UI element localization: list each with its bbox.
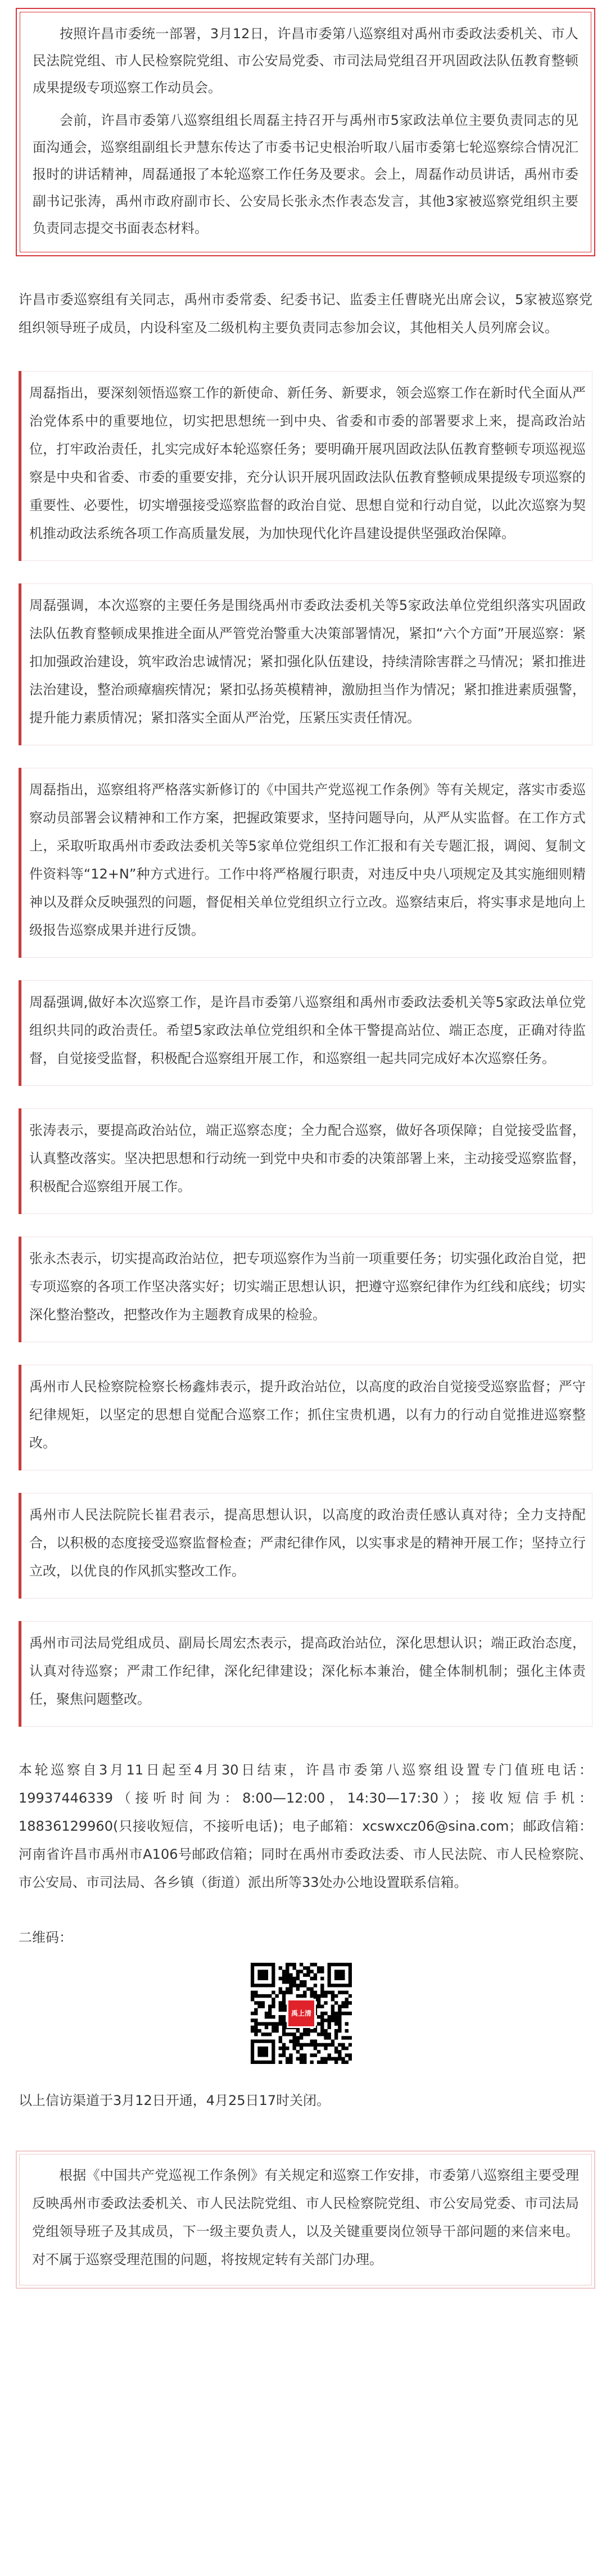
quote-block bbox=[19, 1493, 592, 1599]
quote-block bbox=[19, 1365, 592, 1470]
attendees-paragraph: 许昌市委巡察组有关同志，禹州市委常委、纪委书记、监委主任曹晓光出席会议，5家被巡察党组织领导班子成员，内设科室及二级机构主要负责同志参加会议，其他相关人员列席会议。 bbox=[19, 292, 592, 336]
quote-text: 张涛表示，要提高政治站位，端正巡察态度；全力配合巡察，做好各项保障；自觉接受监督，认真整改落实。坚决把思想和行动统一到党中央和市委的决策部署上来，主动接受巡察监督，积极配合巡察组开展工作。 bbox=[29, 1122, 586, 1194]
qr-label: 二维码： bbox=[19, 1930, 73, 1945]
quote-block bbox=[19, 768, 592, 958]
notice-frame bbox=[16, 2151, 595, 2289]
quote-block bbox=[19, 980, 592, 1086]
quote-text: 禹州市人民法院院长崔君表示，提高思想认识，以高度的政治责任感认真对待；全力支持配合，以积极的态度接受巡察监督检查；严肃纪律作风，以实事求是的精神开展工作；坚持立行立改，以优良的作风抓实整改工作。 bbox=[29, 1507, 586, 1579]
quote-text: 禹州市人民检察院检察长杨鑫炜表示，提升政治站位，以高度的政治自觉接受巡察监督；严守纪律规矩，以坚定的思想自觉配合巡察工作；抓住宝贵机遇，以有力的行动自觉推进巡察整改。 bbox=[29, 1379, 586, 1451]
quote-text: 周磊强调,做好本次巡察工作，是许昌市委第八巡察组和禹州市委政法委机关等5家政法单位党组织共同的政治责任。希望5家政法单位党组织和全体干警提高站位、端正态度，正确对待监督，自觉接受监督，积极配合巡察组开展工作，和巡察组一起共同完成好本次巡察任务。 bbox=[29, 994, 586, 1066]
quote-block bbox=[19, 1621, 592, 1727]
intro-paragraph-1: 按照许昌市委统一部署，3月12日，许昌市委第八巡察组对禹州市委政法委机关、市人民法院党组、市人民检察院党组、市公安局党委、市司法局党组召开巩固政法队伍教育整顿成果提级专项巡察工作动员会。 bbox=[33, 26, 578, 96]
quote-block bbox=[19, 583, 592, 745]
notice-frame-inner bbox=[19, 2154, 592, 2285]
intro-frame bbox=[16, 8, 595, 256]
quote-text: 禹州市司法局党组成员、副局长周宏杰表示，提高政治站位，深化思想认识；端正政治态度，认真对待巡察；严肃工作纪律，深化纪律建设；深化标本兼治，健全体制机制；强化主体责任，聚焦问题整改。 bbox=[29, 1635, 586, 1707]
intro-paragraph-2: 会前，许昌市委第八巡察组组长周磊主持召开与禹州市5家政法单位主要负责同志的见面沟通会，巡察组副组长尹慧东传达了市委书记史根治听取八届市委第七轮巡察综合情况汇报时的讲话精神，周磊通报了本轮巡察工作任务及要求。会上，周磊作动员讲话，禹州市委副书记张涛，禹州市政府副市长、公安局长张永杰作表态发言，其他3家被巡察党组织主要负责同志提交书面表态材料。 bbox=[33, 112, 578, 236]
quote-block bbox=[19, 371, 592, 561]
qr-logo: 禹上清 bbox=[287, 1999, 316, 2028]
quote-text: 张永杰表示，切实提高政治站位，把专项巡察作为当前一项重要任务；切实强化政治自觉，把专项巡察的各项工作坚决落实好；切实端正思想认识，把遵守巡察纪律作为红线和底线；切实深化整治整改，把整改作为主题教育成果的检验。 bbox=[29, 1251, 586, 1323]
quote-text: 周磊强调，本次巡察的主要任务是围绕禹州市委政法委机关等5家政法单位党组织落实巩固政法队伍教育整顿成果推进全面从严管党治警重大决策部署情况，紧扣“六个方面”开展巡察：紧扣加强政治建设，筑牢政治忠诚情况；紧扣强化队伍建设，持续清除害群之马情况；紧扣推进法治建设，整治顽瘴痼疾情况；紧扣弘扬英模精神，激励担当作为情况；紧扣推进素质强警，提升能力素质情况；紧扣落实全面从严治党，压紧压实责任情况。 bbox=[29, 597, 586, 726]
notice-paragraph: 根据《中国共产党巡视工作条例》有关规定和巡察工作安排，市委第八巡察组主要受理反映禹州市委政法委机关、市人民法院党组、市人民检察院党组、市公安局党委、市司法局党组领导班子及其成员，下一级主要负责人，以及关键重要岗位领导干部问题的来信来电。对不属于巡察受理范围的问题，将按规定转有关部门办理。 bbox=[32, 2167, 579, 2267]
quote-text: 周磊指出，要深刻领悟巡察工作的新使命、新任务、新要求，领会巡察工作在新时代全面从严治党体系中的重要地位，切实把思想统一到中央、省委和市委的部署要求上来，提高政治站位，打牢政治责任，扎实完成好本轮巡察任务；要明确开展巩固政法队伍教育整顿专项巡视巡察是中央和省委、市委的重要安排，充分认识开展巩固政法队伍教育整顿成果提级专项巡察的重要性、必要性，切实增强接受巡察监督的政治自觉、思想自觉和行动自觉，以此次巡察为契机推动政法系统各项工作高质量发展，为加快现代化许昌建设提供坚强政治保障。 bbox=[29, 385, 586, 541]
intro-frame-inner bbox=[20, 12, 591, 252]
closing-notice: 以上信访渠道于3月12日开通，4月25日17时关闭。 bbox=[19, 2093, 331, 2108]
quote-block bbox=[19, 1108, 592, 1214]
quote-block bbox=[19, 1237, 592, 1342]
quote-text: 周磊指出，巡察组将严格落实新修订的《中国共产党巡视工作条例》等有关规定，落实市委巡察动员部署会议精神和工作方案，把握政策要求，坚持问题导向，从严从实监督。在工作方式上，采取听取禹州市委政法委机关等5家单位党组织工作汇报和有关专题汇报，调阅、复制文件资料等“12+N”种方式进行。工作中将严格履行职责，对违反中央八项规定及其实施细则精神以及群众反映强烈的问题，督促相关单位党组织立行立改。巡察结束后，将实事求是地向上级报告巡察成果并进行反馈。 bbox=[29, 782, 586, 938]
contact-paragraph: 本轮巡察自3月11日起至4月30日结束，许昌市委第八巡察组设置专门值班电话：19937446339（接听时间为：8:00—12:00，14:30—17:30）；接收短信手机：18836129960(只接收短信，不接听电话)；电子邮箱：xcswxcz06@sina.com；邮政信箱：河南省许昌市禹州市A106号邮政信箱；同时在禹州市委政法委、市人民法院、市人民检察院、市公安局、市司法局、各乡镇（街道）派出所等33处办公地设置联系信箱。 bbox=[19, 1762, 592, 1890]
qr-code bbox=[251, 1963, 352, 2064]
